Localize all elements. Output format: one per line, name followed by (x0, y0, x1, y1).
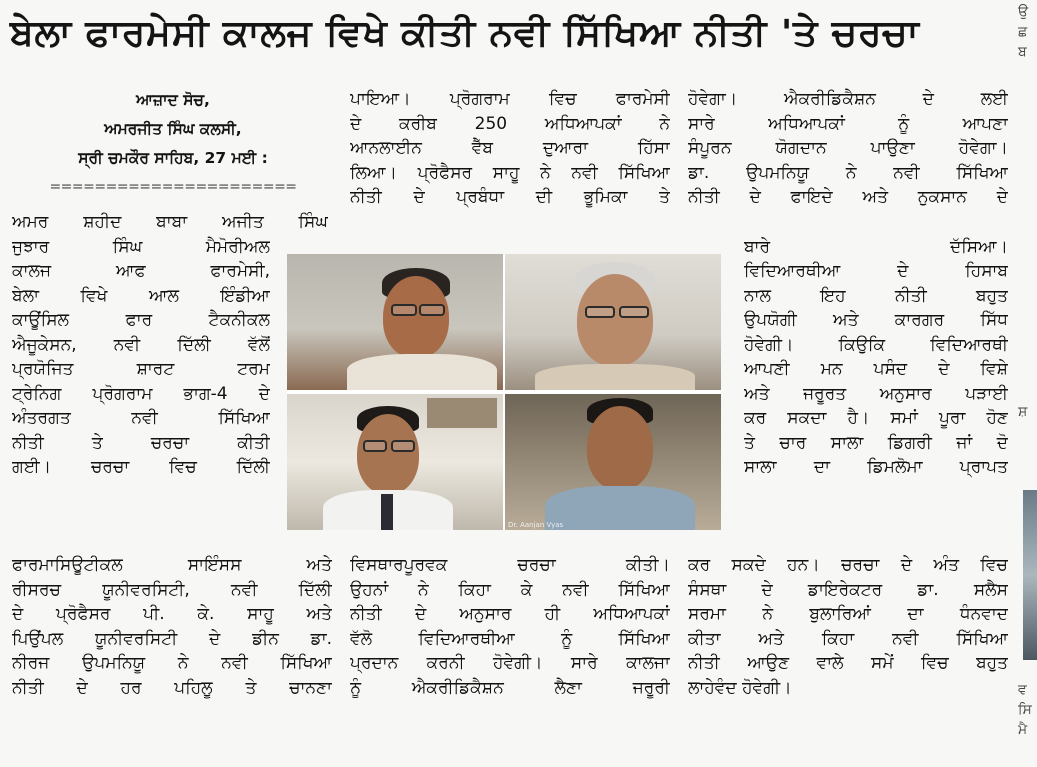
text-line: ਸੰਸਥਾ ਦੇ ਡਾਇਰੇਕਟਰ ਡਾ. ਸਲੈਸ (688, 579, 1008, 600)
text-line: ਨੀਤੀ ਆਉਣ ਵਾਲੇ ਸਮੇਂ ਵਿਚ ਬਹੁਤ (688, 653, 1008, 673)
edge-glyph: ਸਿ (1018, 702, 1032, 718)
column-3-wrap (744, 235, 1008, 480)
text-line: ਦੇ ਪ੍ਰੋਫੈਸਰ ਪੀ. ਕੇ. ਸਾਹੂ ਅਤੇ (12, 604, 332, 624)
byline-separator: ====================== (49, 179, 297, 195)
text-line: ਨੂੰ ਐਕਰੀਡਿਕੈਸ਼ਨ ਲੈਣਾ ਜਰੂਰੀ (350, 677, 670, 698)
text-line: ਆਪਣੀ ਮਨ ਪਸੰਦ ਦੇ ਵਿਸ਼ੇ (744, 359, 1008, 379)
text-line: ਦੇ ਕਰੀਬ 250 ਅਧਿਆਪਕਾਂ ਨੇ (350, 113, 670, 134)
text-line: ਨਾਲ ਇਹ ਨੀਤੀ ਬਹੁਤ (744, 285, 1008, 306)
text-line: ਡਾ. ਉਪਮਨਿਯੂ ਨੇ ਨਵੀ ਸਿੱਖਿਆ (688, 162, 1008, 183)
edge-glyph: ਸ਼ (1018, 404, 1028, 420)
text-line: ਕਰ ਸਕਦਾ ਹੈ। ਸਮਾਂ ਪੂਰਾ ਹੋਣ (744, 408, 1008, 428)
column-2-bottom (350, 553, 670, 700)
text-line: ਹੋਵੇਗਾ। ਐਕਰੀਡਿਕੈਸ਼ਨ ਦੇ ਲਈ (688, 89, 1008, 109)
video-call-photo-collage (287, 254, 721, 530)
text-line: ਨੀਤੀ ਦੇ ਅਨੁਸਾਰ ਹੀ ਅਧਿਆਪਕਾਂ (350, 604, 670, 624)
column-1-bottom (12, 553, 332, 700)
text-line: ਕਾਲਜ ਆਫ ਫਾਰਮੇਸੀ, (12, 261, 270, 281)
text-line: ਵਿਸਥਾਰਪੂਰਵਕ ਚਰਚਾ ਕੀਤੀ। (350, 555, 670, 575)
text-line: ਉਪਯੋਗੀ ਅਤੇ ਕਾਰਗਰ ਸਿੱਧ (744, 310, 1008, 330)
text-line: ਲਿਆ। ਪ੍ਰੋਫੈਸਰ ਸਾਹੂ ਨੇ ਨਵੀ ਸਿੱਖਿਆ (350, 162, 670, 183)
text-line: ਐਜੂਕੇਸਨ, ਨਵੀ ਦਿੱਲੀ ਵੱਲੋਂ (12, 334, 270, 355)
text-line: ਸਾਲਾ ਦਾ ਡਿਮਲੋਮਾ ਪ੍ਰਾਪਤ (744, 457, 1008, 477)
text-line: ਟ੍ਰੇਨਿਗ ਪ੍ਰੋਗਰਾਮ ਭਾਗ-4 ਦੇ (12, 383, 270, 404)
text-line: ਵੱਲੋ ਵਿਦਿਆਰਥੀਆ ਨੂੰ ਸਿੱਖਿਆ (350, 628, 670, 649)
photo-speaker-2 (505, 254, 721, 390)
text-line: ਬਾਰੇ ਦੱਸਿਆ। (744, 236, 1008, 257)
glasses-shape (363, 440, 387, 452)
shirt-shape (347, 354, 497, 390)
glasses-shape (419, 304, 445, 316)
text-line: ਸਾਰੇ ਅਧਿਆਪਕਾਂ ਨੂੰ ਆਪਣਾ (688, 113, 1008, 134)
text-line: ਕੀਤਾ ਅਤੇ ਕਿਹਾ ਨਵੀ ਸਿੱਖਿਆ (688, 628, 1008, 649)
photo-speaker-1 (287, 254, 503, 390)
edge-glyph: ਬ (1018, 44, 1027, 60)
text-line: ਅਤੇ ਜਰੂਰਤ ਅਨੁਸਾਰ ਪੜਾਈ (744, 383, 1008, 404)
text-line: ਨੀਤੀ ਦੇ ਪ੍ਰਬੰਧਾ ਦੀ ਭੂਮਿਕਾ ਤੇ (350, 187, 670, 207)
text-line: ਰੀਸਰਚ ਯੂਨੀਵਰਸਿਟੀ, ਨਵੀ ਦਿੱਲੀ (12, 579, 332, 600)
shirt-shape (535, 364, 695, 390)
photo-caption: Dr. Aanjan Vyas (508, 521, 564, 529)
text-line: ਫਾਰਮਾਸਿਊਟੀਕਲ ਸਾਇੰਸਸ ਅਤੇ (12, 555, 332, 575)
text-line: ਅਮਰ ਸ਼ਹੀਦ ਬਾਬਾ ਅਜੀਤ ਸਿੰਘ (12, 212, 328, 232)
text-line: ਕਰ ਸਕਦੇ ਹਨ। ਚਰਚਾ ਦੇ ਅੰਤ ਵਿਚ (688, 555, 1008, 575)
text-line: ਲਾਹੇਵੰਦ ਹੋਵੇਗੀ। (688, 677, 792, 698)
edge-glyph: ਛ (1018, 24, 1028, 40)
glasses-shape (585, 306, 615, 318)
glasses-shape (391, 440, 415, 452)
text-line: ਸੰਪੂਰਨ ਯੋਗਦਾਨ ਪਾਉਣਾ ਹੋਵੇਗਾ। (688, 138, 1008, 158)
text-line: ਜੁਝਾਰ ਸਿੰਘ ਮੈਮੋਰੀਅਲ (12, 236, 270, 257)
byline (12, 86, 334, 202)
shirt-shape (545, 486, 695, 530)
text-line: ਪਾਇਆ। ਪ੍ਰੋਗਰਾਮ ਵਿਚ ਫਾਰਮੇਸੀ (350, 89, 670, 109)
column-3-bottom (688, 553, 1008, 700)
text-line: ਉਹਨਾਂ ਨੇ ਕਿਹਾ ਕੇ ਨਵੀ ਸਿੱਖਿਆ (350, 579, 670, 600)
column-1-top (12, 210, 328, 235)
column-2-top (350, 87, 670, 210)
face-shape (587, 406, 653, 490)
tie-shape (381, 494, 393, 530)
column-1-wrap (12, 235, 270, 480)
text-line: ਨੀਰਜ ਉਪਮਨਿਯੂ ਨੇ ਨਵੀ ਸਿੱਖਿਆ (12, 653, 332, 673)
text-line: ਗਈ। ਚਰਚਾ ਵਿਚ ਦਿੱਲੀ (12, 457, 270, 477)
edge-glyph: ਵ (1018, 682, 1027, 698)
adjacent-article-photo (1023, 490, 1037, 660)
glasses-shape (619, 306, 649, 318)
text-line: ਵਿਦਿਆਰਥੀਆ ਦੇ ਹਿਸਾਬ (744, 261, 1008, 281)
column-3-top (688, 87, 1008, 210)
text-line: ਬੇਲਾ ਵਿਖੇ ਆਲ ਇੰਡੀਆ (12, 285, 270, 306)
text-line: ਨੀਤੀ ਦੇ ਹਰ ਪਹਿਲੂ ਤੇ ਚਾਨਣਾ (12, 677, 332, 698)
byline-dateline: ਸ੍ਰੀ ਚਮਕੌਰ ਸਾਹਿਬ, 27 ਮਈ : (78, 149, 268, 167)
edge-glyph: ਉ (1018, 4, 1029, 20)
text-line: ਪ੍ਰਦਾਨ ਕਰਨੀ ਹੋਵੇਗੀ। ਸਾਰੇ ਕਾਲਜਾ (350, 653, 670, 673)
text-line: ਪਿਉਂਪਲ ਯੂਨੀਵਰਸਿਟੀ ਦੇ ਡੀਨ ਡਾ. (12, 628, 332, 649)
text-line: ਨੀਤੀ ਦੇ ਫਾਇਦੇ ਅਤੇ ਨੁਕਸਾਨ ਦੇ (688, 187, 1008, 207)
text-line: ਕਾਊਂਸਿਲ ਫਾਰ ਟੈਕਨੀਕਲ (12, 310, 270, 330)
edge-glyph: ਮੈ (1018, 722, 1028, 738)
text-line: ਪ੍ਰਯੋਜਿਤ ਸ਼ਾਰਟ ਟਰਮ (12, 359, 270, 379)
face-shape (383, 276, 449, 358)
face-shape (357, 414, 419, 494)
glasses-shape (391, 304, 417, 316)
text-line: ਆਨਲਾਈਨ ਵੈੱਬ ਦੁਆਰਾ ਹਿੱਸਾ (350, 138, 670, 158)
text-line: ਸਰਮਾ ਨੇ ਬੁਲਾਰਿਆਂ ਦਾ ਧੰਨਵਾਦ (688, 604, 1008, 624)
photo-speaker-4 (505, 394, 721, 530)
text-line: ਅੰਤਰਗਤ ਨਵੀ ਸਿੱਖਿਆ (12, 408, 270, 428)
text-line: ਤੇ ਚਾਰ ਸਾਲਾ ਡਿਗਰੀ ਜਾਂ ਦੋ (744, 432, 1008, 453)
byline-author: ਅਮਰਜੀਤ ਸਿੰਘ ਕਲਸੀ, (104, 120, 242, 138)
wall-picture-shape (427, 398, 497, 428)
headline: ਬੇਲਾ ਫਾਰਮੇਸੀ ਕਾਲਜ ਵਿਖੇ ਕੀਤੀ ਨਵੀ ਸਿੱਖਿਆ ਨੀਤੀ 'ਤੇ ਚਰਚਾ (10, 13, 920, 54)
text-line: ਹੋਵੇਗੀ। ਕਿਉਕਿ ਵਿਦਿਆਰਥੀ (744, 334, 1008, 355)
face-shape (577, 274, 653, 366)
text-line: ਨੀਤੀ ਤੇ ਚਰਚਾ ਕੀਤੀ (12, 432, 270, 453)
photo-speaker-3 (287, 394, 503, 530)
byline-source: ਆਜ਼ਾਦ ਸੋਚ, (136, 91, 210, 109)
